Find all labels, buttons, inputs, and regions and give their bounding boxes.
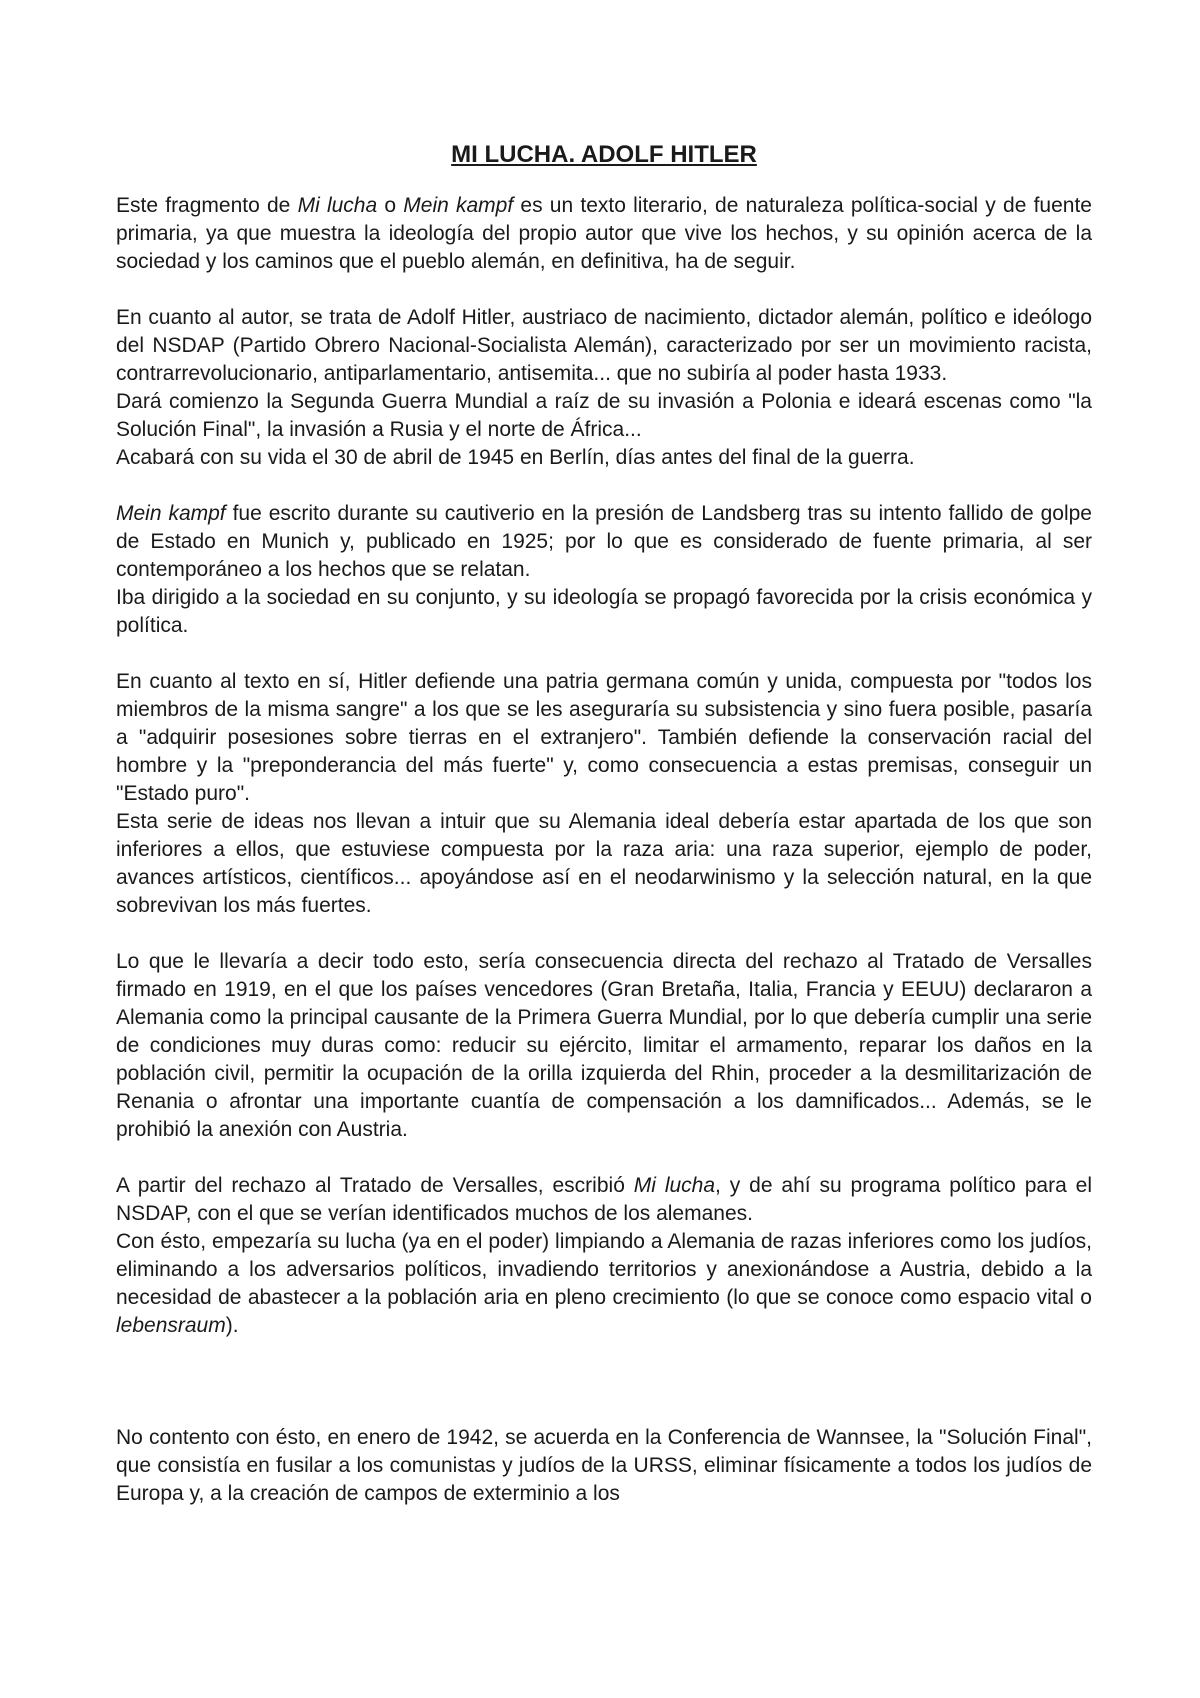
paragraph-mein-kampf xyxy=(116,500,1092,640)
p1-italic-mi-lucha: Mi lucha xyxy=(297,194,378,217)
p1-italic-mein-kampf: Mein kampf xyxy=(403,194,514,217)
p6-line-1 xyxy=(116,1172,1092,1228)
vertical-spacer xyxy=(116,1368,1092,1424)
p1-text-2: o xyxy=(377,194,404,217)
p6-text-2: , y de ahí su programa político para el NSDAP, con el que se verían identificados muchos de los alemanes. xyxy=(116,1174,1093,1225)
paragraph-intro xyxy=(116,192,1092,276)
p6-italic-lebensraum: lebensraum xyxy=(116,1314,226,1337)
paragraph-versalles xyxy=(116,948,1092,1144)
p2-line-2: Dará comienzo la Segunda Guerra Mundial a raíz de su invasión a Polonia e ideará escenas como "la Solución Final", la invasión a Rusia y el norte de África... xyxy=(116,390,1092,441)
p2-line-1: En cuanto al autor, se trata de Adolf Hitler, austriaco de nacimiento, dictador alemán, político e ideólogo del NSDAP (Partido Obrero Nacional-Socialista Alemán), caracterizado por ser un movimiento racista, contrarrevolucionario, antiparlamentario, antisemita... que no subiría al poder hasta 1933. xyxy=(116,306,1092,385)
paragraph-texto xyxy=(116,668,1092,920)
p6-line-2 xyxy=(116,1228,1092,1340)
p3-text-1: fue escrito durante su cautiverio en la presión de Landsberg tras su intento fallido de golpe de Estado en Munich y, publicado en 1925; por lo que es considerado de fuente primaria, al ser contemporáneo a los hechos que se relatan. xyxy=(116,502,1092,581)
document-title: MI LUCHA. ADOLF HITLER xyxy=(451,141,757,168)
paragraph-programa xyxy=(116,1172,1092,1340)
p6-italic-mi-lucha: Mi lucha xyxy=(633,1174,716,1197)
p5-line-1: Lo que le llevaría a decir todo esto, sería consecuencia directa del rechazo al Tratado de Versalles firmado en 1919, en el que los países vencedores (Gran Bretaña, Italia, Francia y EEUU) declararon a Alemania como la principal causante de la Primera Guerra Mundial, por lo que debería cumplir una serie de condiciones muy duras como: reducir su ejército, limitar el armamento, reparar los daños en la población civil, permitir la ocupación de la orilla izquierda del Rhin, proceder a la desmilitarización de Renania o afrontar una importante cuantía de compensación a los damnificados... Además, se le prohibió la anexión con Austria. xyxy=(116,950,1092,1141)
p6-text-1: A partir del rechazo al Tratado de Versalles, escribió xyxy=(116,1174,634,1197)
p1-text-3: es un texto literario, de naturaleza política-social y de fuente primaria, ya que muestra la ideología del propio autor que vive los hechos, y su opinión acerca de la sociedad y los caminos que el pueblo alemán, en definitiva, ha de seguir. xyxy=(116,194,1092,273)
p6-text-4: ). xyxy=(225,1314,239,1337)
p3-line-1 xyxy=(116,500,1092,584)
p7-line-1: No contento con ésto, en enero de 1942, se acuerda en la Conferencia de Wannsee, la "Solución Final", que consistía en fusilar a los comunistas y judíos de la URSS, eliminar físicamente a todos los judíos de Europa y, a la creación de campos de exterminio a los xyxy=(116,1426,1092,1505)
paragraph-autor xyxy=(116,304,1092,472)
p3-line-2: Iba dirigido a la sociedad en su conjunto, y su ideología se propagó favorecida por la crisis económica y política. xyxy=(116,586,1092,637)
p3-italic-mein-kampf: Mein kampf xyxy=(116,502,226,525)
p4-line-2: Esta serie de ideas nos llevan a intuir que su Alemania ideal debería estar apartada de los que son inferiores a ellos, que estuviese compuesta por la raza aria: una raza superior, ejemplo de poder, avances artísticos, científicos... apoyándose así en el neodarwinismo y la selección natural, en la que sobrevivan los más fuertes. xyxy=(116,810,1092,917)
paragraph-wannsee xyxy=(116,1424,1092,1508)
p1-text-1: Este fragmento de xyxy=(116,194,298,217)
document-page xyxy=(116,140,1092,1536)
p2-line-3: Acabará con su vida el 30 de abril de 1945 en Berlín, días antes del final de la guerra. xyxy=(116,446,915,469)
p4-line-1: En cuanto al texto en sí, Hitler defiende una patria germana común y unida, compuesta por "todos los miembros de la misma sangre" a los que se les aseguraría su subsistencia y sino fuera posible, pasaría a "adquirir posesiones sobre tierras en el extranjero". También defiende la conservación racial del hombre y la "preponderancia del más fuerte" y, como consecuencia a estas premisas, conseguir un "Estado puro". xyxy=(116,670,1092,805)
p6-text-3: Con ésto, empezaría su lucha (ya en el poder) limpiando a Alemania de razas inferiores como los judíos, eliminando a los adversarios políticos, invadiendo territorios y anexionándose a Austria, debido a la necesidad de abastecer a la población aria en pleno crecimiento (lo que se conoce como espacio vital o xyxy=(116,1230,1092,1309)
